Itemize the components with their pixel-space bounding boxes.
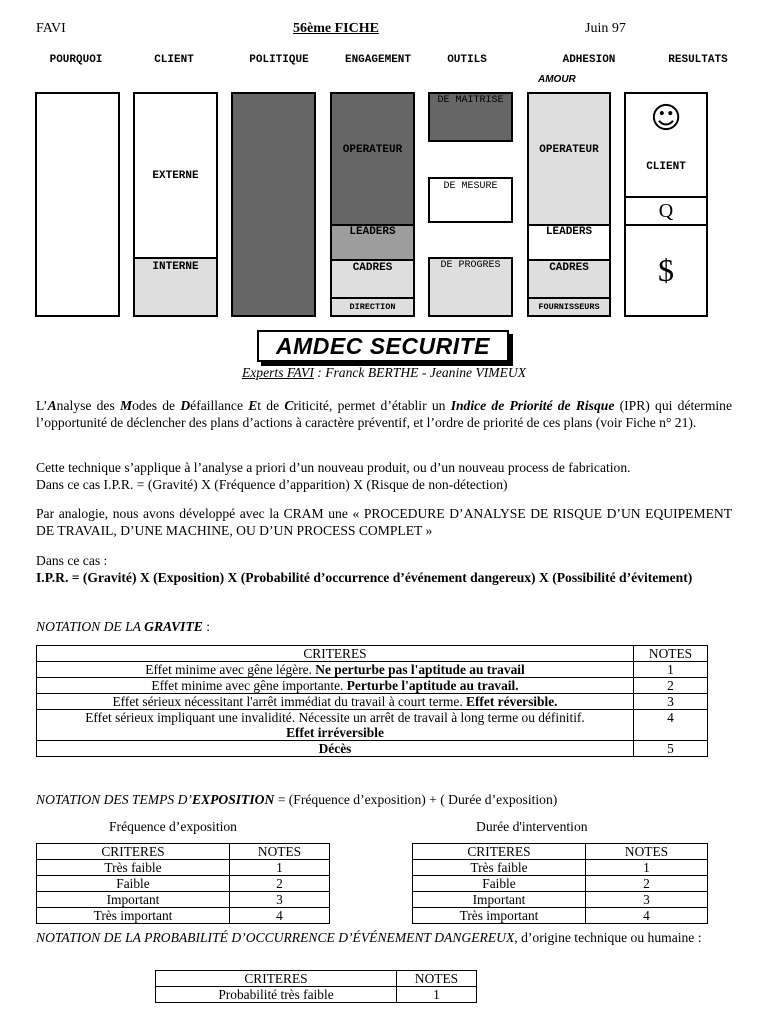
client-box <box>133 92 218 317</box>
intro-text: odes de <box>132 398 181 413</box>
exposition-heading-pre: NOTATION DES TEMPS D’ <box>36 792 192 807</box>
note-cell: 4 <box>586 908 708 924</box>
paragraph-2-line1: Cette technique s’applique à l’analyse a priori d’un nouveau produit, ou d’un nouveau process de fabrication. <box>36 460 631 475</box>
dollar-icon: $ <box>626 224 706 315</box>
paragraph-4 <box>36 553 732 586</box>
table-header-row <box>37 646 708 662</box>
col-criteres: CRITERES <box>37 844 230 860</box>
intro-letter: E <box>248 398 258 413</box>
col-resultats: RESULTATS <box>668 54 728 66</box>
note-cell: 5 <box>634 741 708 757</box>
criteria-text: Effet minime avec gêne importante. <box>151 678 347 693</box>
note-cell: 4 <box>230 908 330 924</box>
outils-progres-box <box>428 257 513 317</box>
engagement-cadres: CADRES <box>332 259 413 297</box>
criteria-cell <box>37 694 634 710</box>
probabilite-heading-italic: NOTATION DE LA PROBABILITÉ D’OCCURRENCE D’ÉVÉNEMENT DANGEREUX <box>36 930 515 945</box>
page-title-box <box>257 330 509 362</box>
paragraph-3: Par analogie, nous avons développé avec la CRAM une « PROCEDURE D’ANALYSE DE RISQUE D’UN EQUIPEMENT DE TRAVAIL, D’UNE MACHINE, OU D’UN PROCESS COMPLET » <box>36 506 732 538</box>
criteria-cell: Important <box>37 892 230 908</box>
gravite-table <box>36 645 708 757</box>
engagement-operateur: OPERATEUR <box>332 94 413 224</box>
criteria-cell: Très important <box>37 908 230 924</box>
table-row <box>37 662 708 678</box>
intro-text: éfaillance <box>190 398 249 413</box>
criteria-cell: Très faible <box>37 860 230 876</box>
note-cell: 1 <box>397 987 477 1003</box>
experts <box>0 365 768 381</box>
frequence-title: Fréquence d’exposition <box>109 819 237 834</box>
resultats-box <box>624 92 708 317</box>
probabilite-heading-post: , d’origine technique ou humaine : <box>514 930 702 945</box>
intro-letter: M <box>120 398 133 413</box>
experts-label: Experts FAVI <box>241 365 314 380</box>
header-right: Juin 97 <box>585 21 626 36</box>
probabilite-heading <box>36 930 732 947</box>
note-cell: 1 <box>634 662 708 678</box>
col-criteres: CRITERES <box>413 844 586 860</box>
note-cell: 2 <box>634 678 708 694</box>
intro-text: t de <box>257 398 285 413</box>
table-row <box>37 908 330 924</box>
note-cell: 3 <box>634 694 708 710</box>
table-header-row <box>37 844 330 860</box>
paragraph-4-label: Dans ce cas : <box>36 553 108 568</box>
col-criteres: CRITERES <box>37 646 634 662</box>
outils-mesure: DE MESURE <box>443 180 498 192</box>
client-interne: INTERNE <box>135 257 216 315</box>
note-cell: 1 <box>230 860 330 876</box>
table-row <box>413 876 708 892</box>
criteria-cell <box>37 741 634 757</box>
table-row <box>413 860 708 876</box>
intro-text: nalyse des <box>56 398 120 413</box>
note-cell: 3 <box>230 892 330 908</box>
paragraph-2-line2: Dans ce cas I.P.R. = (Gravité) X (Fréquence d’apparition) X (Risque de non-détection) <box>36 476 508 492</box>
exposition-heading-bold: EXPOSITION <box>191 792 275 807</box>
col-notes: NOTES <box>230 844 330 860</box>
duree-table <box>412 843 708 924</box>
table-row <box>37 876 330 892</box>
criteria-bold: Effet réversible. <box>466 694 558 709</box>
criteria-text: Effet minime avec gêne légère. <box>145 662 316 677</box>
ipr-formula: I.P.R. = (Gravité) X (Exposition) X (Probabilité d’occurrence d’événement dangereux) X (Possibilité d’évitement) <box>36 569 693 585</box>
table-row <box>413 892 708 908</box>
criteria-text: Effet sérieux nécessitant l'arrêt immédiat du travail à court terme. <box>112 694 467 709</box>
header-left: FAVI <box>36 21 66 36</box>
amour-label: AMOUR <box>538 74 576 85</box>
intro-letter: A <box>47 398 57 413</box>
table-header-row <box>156 971 477 987</box>
intro-paragraph <box>36 398 732 431</box>
adhesion-leaders: LEADERS <box>529 224 609 259</box>
col-client: CLIENT <box>154 54 194 66</box>
table-row <box>413 908 708 924</box>
header-center: 56ème FICHE <box>293 21 379 36</box>
note-cell: 2 <box>230 876 330 892</box>
probabilite-table <box>155 970 477 1003</box>
col-adhesion: ADHESION <box>562 54 616 66</box>
intro-text: (IPR) qui détermine l’opportunité de déclencher des plans d’actions à caractère préventif, et l’ordre de priorité de ces plans (voir Fiche n° 21). <box>36 398 732 430</box>
table-row <box>37 710 708 741</box>
table-row <box>37 694 708 710</box>
adhesion-fournisseurs: FOURNISSEURS <box>529 297 609 315</box>
intro-letter: D <box>180 398 191 413</box>
criteria-cell <box>37 710 634 741</box>
intro-text: L’ <box>36 398 48 413</box>
engagement-box <box>330 92 415 317</box>
outils-progres: DE PROGRES <box>440 259 501 271</box>
col-criteres: CRITERES <box>156 971 397 987</box>
criteria-bold: Perturbe l'aptitude au travail. <box>346 678 519 693</box>
engagement-direction: DIRECTION <box>332 297 413 315</box>
criteria-cell: Très important <box>413 908 586 924</box>
outils-maitrise-box <box>428 92 513 142</box>
criteria-cell <box>37 678 634 694</box>
criteria-bold: Décès <box>318 741 352 756</box>
table-row <box>37 892 330 908</box>
criteria-text: Effet sérieux impliquant une invalidité. Nécessite un arrêt de travail à long terme ou définitif. <box>85 710 585 725</box>
note-cell: 4 <box>634 710 708 741</box>
col-notes: NOTES <box>397 971 477 987</box>
intro-ipr: Indice de Priorité de Risque <box>450 398 615 413</box>
politique-box <box>231 92 316 317</box>
criteria-cell <box>37 662 634 678</box>
outils-mesure-box <box>428 177 513 223</box>
criteria-cell: Probabilité très faible <box>156 987 397 1003</box>
smiley-icon: ☺ <box>650 100 682 136</box>
client-externe: EXTERNE <box>135 94 216 257</box>
paragraph-2 <box>36 460 732 493</box>
exposition-heading <box>36 792 557 808</box>
note-cell: 2 <box>586 876 708 892</box>
col-pourquoi: POURQUOI <box>49 54 103 66</box>
criteria-bold: Ne perturbe pas l'aptitude au travail <box>315 662 525 677</box>
duree-title: Durée d'intervention <box>476 819 588 834</box>
adhesion-box <box>527 92 611 317</box>
note-cell: 1 <box>586 860 708 876</box>
gravite-heading-post: : <box>202 619 210 634</box>
col-engagement: ENGAGEMENT <box>344 54 411 66</box>
intro-text: riticité, permet d’établir un <box>293 398 451 413</box>
gravite-heading-pre: NOTATION DE LA <box>36 619 145 634</box>
pourquoi-box <box>35 92 120 317</box>
criteria-cell: Faible <box>413 876 586 892</box>
adhesion-cadres: CADRES <box>529 259 609 297</box>
criteria-cell: Faible <box>37 876 230 892</box>
adhesion-operateur: OPERATEUR <box>529 94 609 224</box>
criteria-bold: Effet irréversible <box>286 725 384 740</box>
table-row <box>37 678 708 694</box>
table-row <box>37 860 330 876</box>
table-row <box>37 741 708 757</box>
page-title: AMDEC SECURITE <box>275 333 490 359</box>
frequence-table <box>36 843 330 924</box>
gravite-heading-bold: GRAVITE <box>144 619 203 634</box>
criteria-cell: Très faible <box>413 860 586 876</box>
exposition-heading-post: = (Fréquence d’exposition) + ( Durée d’exposition) <box>274 792 558 807</box>
resultats-q: Q <box>626 196 706 224</box>
col-politique: POLITIQUE <box>249 54 309 66</box>
note-cell: 3 <box>586 892 708 908</box>
col-outils: OUTILS <box>447 54 487 66</box>
col-notes: NOTES <box>586 844 708 860</box>
table-row <box>156 987 477 1003</box>
col-notes: NOTES <box>634 646 708 662</box>
gravite-heading <box>36 619 210 635</box>
table-header-row <box>413 844 708 860</box>
intro-letter: C <box>284 398 294 413</box>
experts-names: : Franck BERTHE - Jeanine VIMEUX <box>313 365 527 380</box>
outils-maitrise: DE MAITRISE <box>437 94 504 106</box>
resultats-client: CLIENT <box>646 161 686 173</box>
engagement-leaders: LEADERS <box>332 224 413 259</box>
criteria-cell: Important <box>413 892 586 908</box>
